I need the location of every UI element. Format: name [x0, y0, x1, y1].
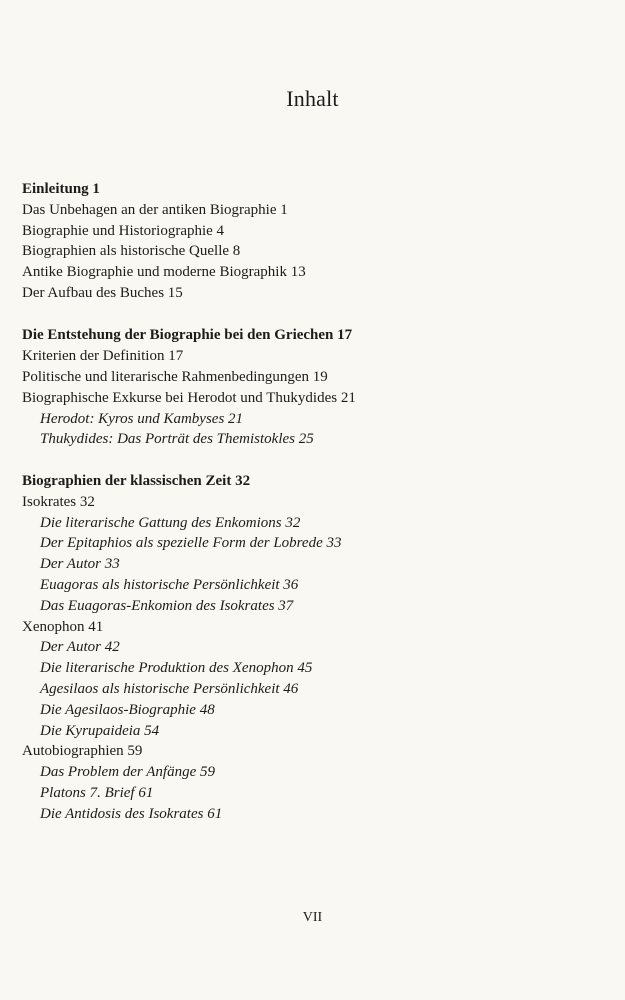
toc-entry: Das Unbehagen an der antiken Biographie 1	[22, 201, 288, 218]
toc-subentry: Der Epitaphios als spezielle Form der Lobrede 33	[40, 535, 342, 552]
toc-subentry: Der Autor 33	[40, 556, 120, 573]
toc-entry: Antike Biographie und moderne Biographik 13	[22, 264, 306, 281]
toc-subentry: Herodot: Kyros und Kambyses 21	[40, 410, 244, 427]
toc-entry: Autobiographien 59	[22, 743, 143, 760]
toc-subentry: Das Problem der Anfänge 59	[40, 764, 215, 781]
table-of-contents	[22, 179, 612, 825]
toc-entry: Kriterien der Definition 17	[22, 348, 184, 365]
toc-entry: Biographische Exkurse bei Herodot und Thukydides 21	[22, 389, 356, 406]
chapter-heading: Die Entstehung der Biographie bei den Griechen 17	[22, 327, 353, 344]
toc-entry: Biographien als historische Quelle 8	[22, 243, 241, 260]
toc-subentry: Der Autor 42	[40, 639, 120, 656]
toc-subentry: Die literarische Gattung des Enkomions 32	[40, 514, 301, 531]
toc-subentry: Agesilaos als historische Persönlichkeit 46	[40, 680, 299, 697]
chapter-heading: Einleitung 1	[22, 181, 100, 197]
toc-entry: Der Aufbau des Buches 15	[22, 284, 183, 301]
toc-subentry: Die Kyrupaideia 54	[40, 722, 160, 739]
toc-subentry: Die Agesilaos-Biographie 48	[40, 701, 215, 718]
toc-subentry: Platons 7. Brief 61	[40, 784, 154, 801]
toc-entry: Xenophon 41	[22, 618, 104, 635]
toc-subentry: Das Euagoras-Enkomion des Isokrates 37	[40, 597, 294, 614]
toc-subentry: Euagoras als historische Persönlichkeit 36	[40, 576, 299, 593]
page-title: Inhalt	[286, 86, 339, 111]
chapter-heading: Biographien der klassischen Zeit 32	[22, 472, 251, 489]
toc-subentry: Thukydides: Das Porträt des Themistokles 25	[40, 431, 314, 448]
toc-entry: Biographie und Historiographie 4	[22, 222, 225, 239]
toc-subentry: Die literarische Produktion des Xenophon 45	[40, 660, 313, 677]
toc-entry: Politische und literarische Rahmenbedingungen 19	[22, 368, 328, 385]
page-number: VII	[302, 910, 323, 925]
toc-subentry: Die Antidosis des Isokrates 61	[40, 805, 223, 822]
toc-entry: Isokrates 32	[22, 493, 95, 510]
